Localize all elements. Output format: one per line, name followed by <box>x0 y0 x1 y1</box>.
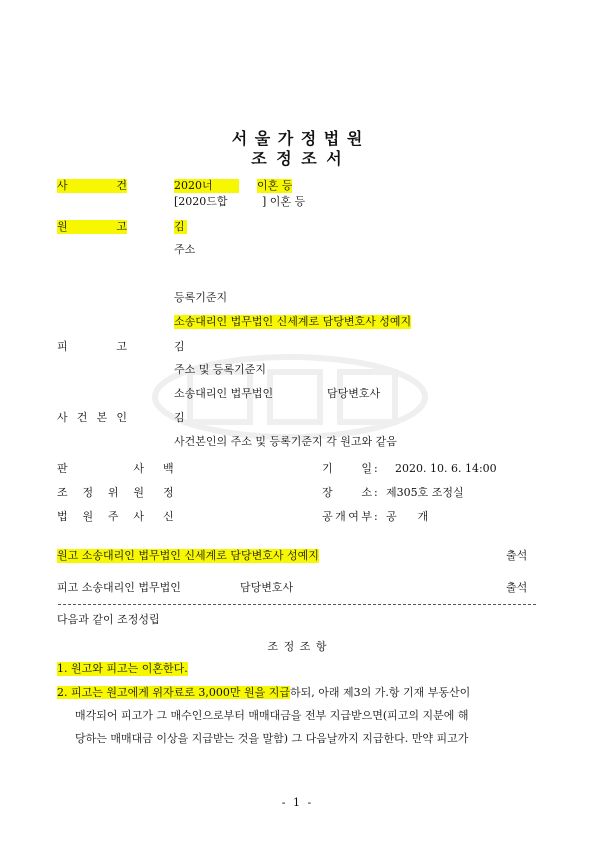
date-colon: : <box>374 462 378 475</box>
date-value: 2020. 10. 6. 14:00 <box>395 462 497 475</box>
public-value: 공 개 <box>386 510 429 523</box>
plaintiff-attendance-status: 출석 <box>506 549 528 562</box>
clerk-name: 신 <box>163 510 174 523</box>
plaintiff-label: 원 고 <box>57 220 127 233</box>
place-value: 제305호 조정실 <box>386 486 464 499</box>
defendant-attendance-status: 출석 <box>506 581 528 594</box>
mediator-label: 조 정 위 원 <box>57 486 144 499</box>
defendant-counsel-firm: 소송대리인 법무법인 <box>174 387 274 400</box>
linked-case-number: [2020드합 <box>174 195 228 208</box>
case-label: 사 건 <box>57 179 127 192</box>
public-colon: : <box>374 510 378 523</box>
judge-name: 백 <box>163 462 174 475</box>
linked-case-name: ] 이혼 등 <box>262 195 306 208</box>
defendant-attendance-firm: 피고 소송대리인 법무법인 <box>57 581 181 594</box>
plaintiff-address: 주소 <box>174 243 196 256</box>
public-label: 공 개 여 부 <box>322 510 372 523</box>
mediator-name: 정 <box>163 486 174 499</box>
place-label: 장 소 <box>322 486 372 499</box>
case-name: 이혼 등 <box>257 179 293 192</box>
clerk-label: 법 원 주 사 <box>57 510 144 523</box>
plaintiff-registry: 등록기준지 <box>174 291 228 304</box>
page-number: - 1 - <box>281 796 314 809</box>
term-1: 1. 원고와 피고는 이혼한다. <box>57 662 188 675</box>
plaintiff-counsel: 소송대리인 법무법인 신세계로 담당변호사 성예지 <box>174 315 412 328</box>
terms-heading: 조 정 조 항 <box>267 640 328 653</box>
term-2-line-2: 매각되어 피고가 그 매수인으로부터 매매대금을 전부 지급받으면(피고의 지분에 해 <box>75 709 469 722</box>
place-colon: : <box>374 486 378 499</box>
defendant-name: 김 <box>174 340 185 353</box>
mediation-intro: 다음과 같이 조정성립 <box>57 613 160 626</box>
plaintiff-attendance-party: 원고 소송대리인 법무법인 신세계로 담당변호사 성예지 <box>57 549 319 562</box>
judge-label: 판 사 <box>57 462 144 475</box>
term-2-highlight: 2. 피고는 원고에게 위자료로 3,000만 원을 지급 <box>57 686 290 699</box>
term-2 <box>57 681 543 750</box>
defendant-counsel-role: 담당변호사 <box>327 387 381 400</box>
term-2-line-3: 당하는 매매대금 이상을 지급받는 것을 말함) 그 다음날까지 지급한다. 만약 피고가 <box>75 732 469 745</box>
defendant-label: 피 고 <box>57 340 127 353</box>
defendant-address: 주소 및 등록기준지 <box>174 363 267 376</box>
date-label: 기 일 <box>322 462 372 475</box>
principal-address: 사건본인의 주소 및 등록기준지 각 원고와 같음 <box>174 435 397 448</box>
document-type: 조 정 조 서 <box>251 149 344 168</box>
defendant-attendance-role: 담당변호사 <box>240 581 294 594</box>
plaintiff-name: 김 <box>174 220 185 233</box>
principal-label: 사 건 본 인 <box>57 411 127 424</box>
dashed-separator <box>58 604 536 605</box>
principal-name: 김 <box>174 411 185 424</box>
case-number: 2020너 <box>174 179 239 193</box>
term-2-rest: 하되, 아래 제3의 가.항 기재 부동산이 <box>289 686 471 699</box>
court-name: 서 울 가 정 법 원 <box>231 129 364 148</box>
